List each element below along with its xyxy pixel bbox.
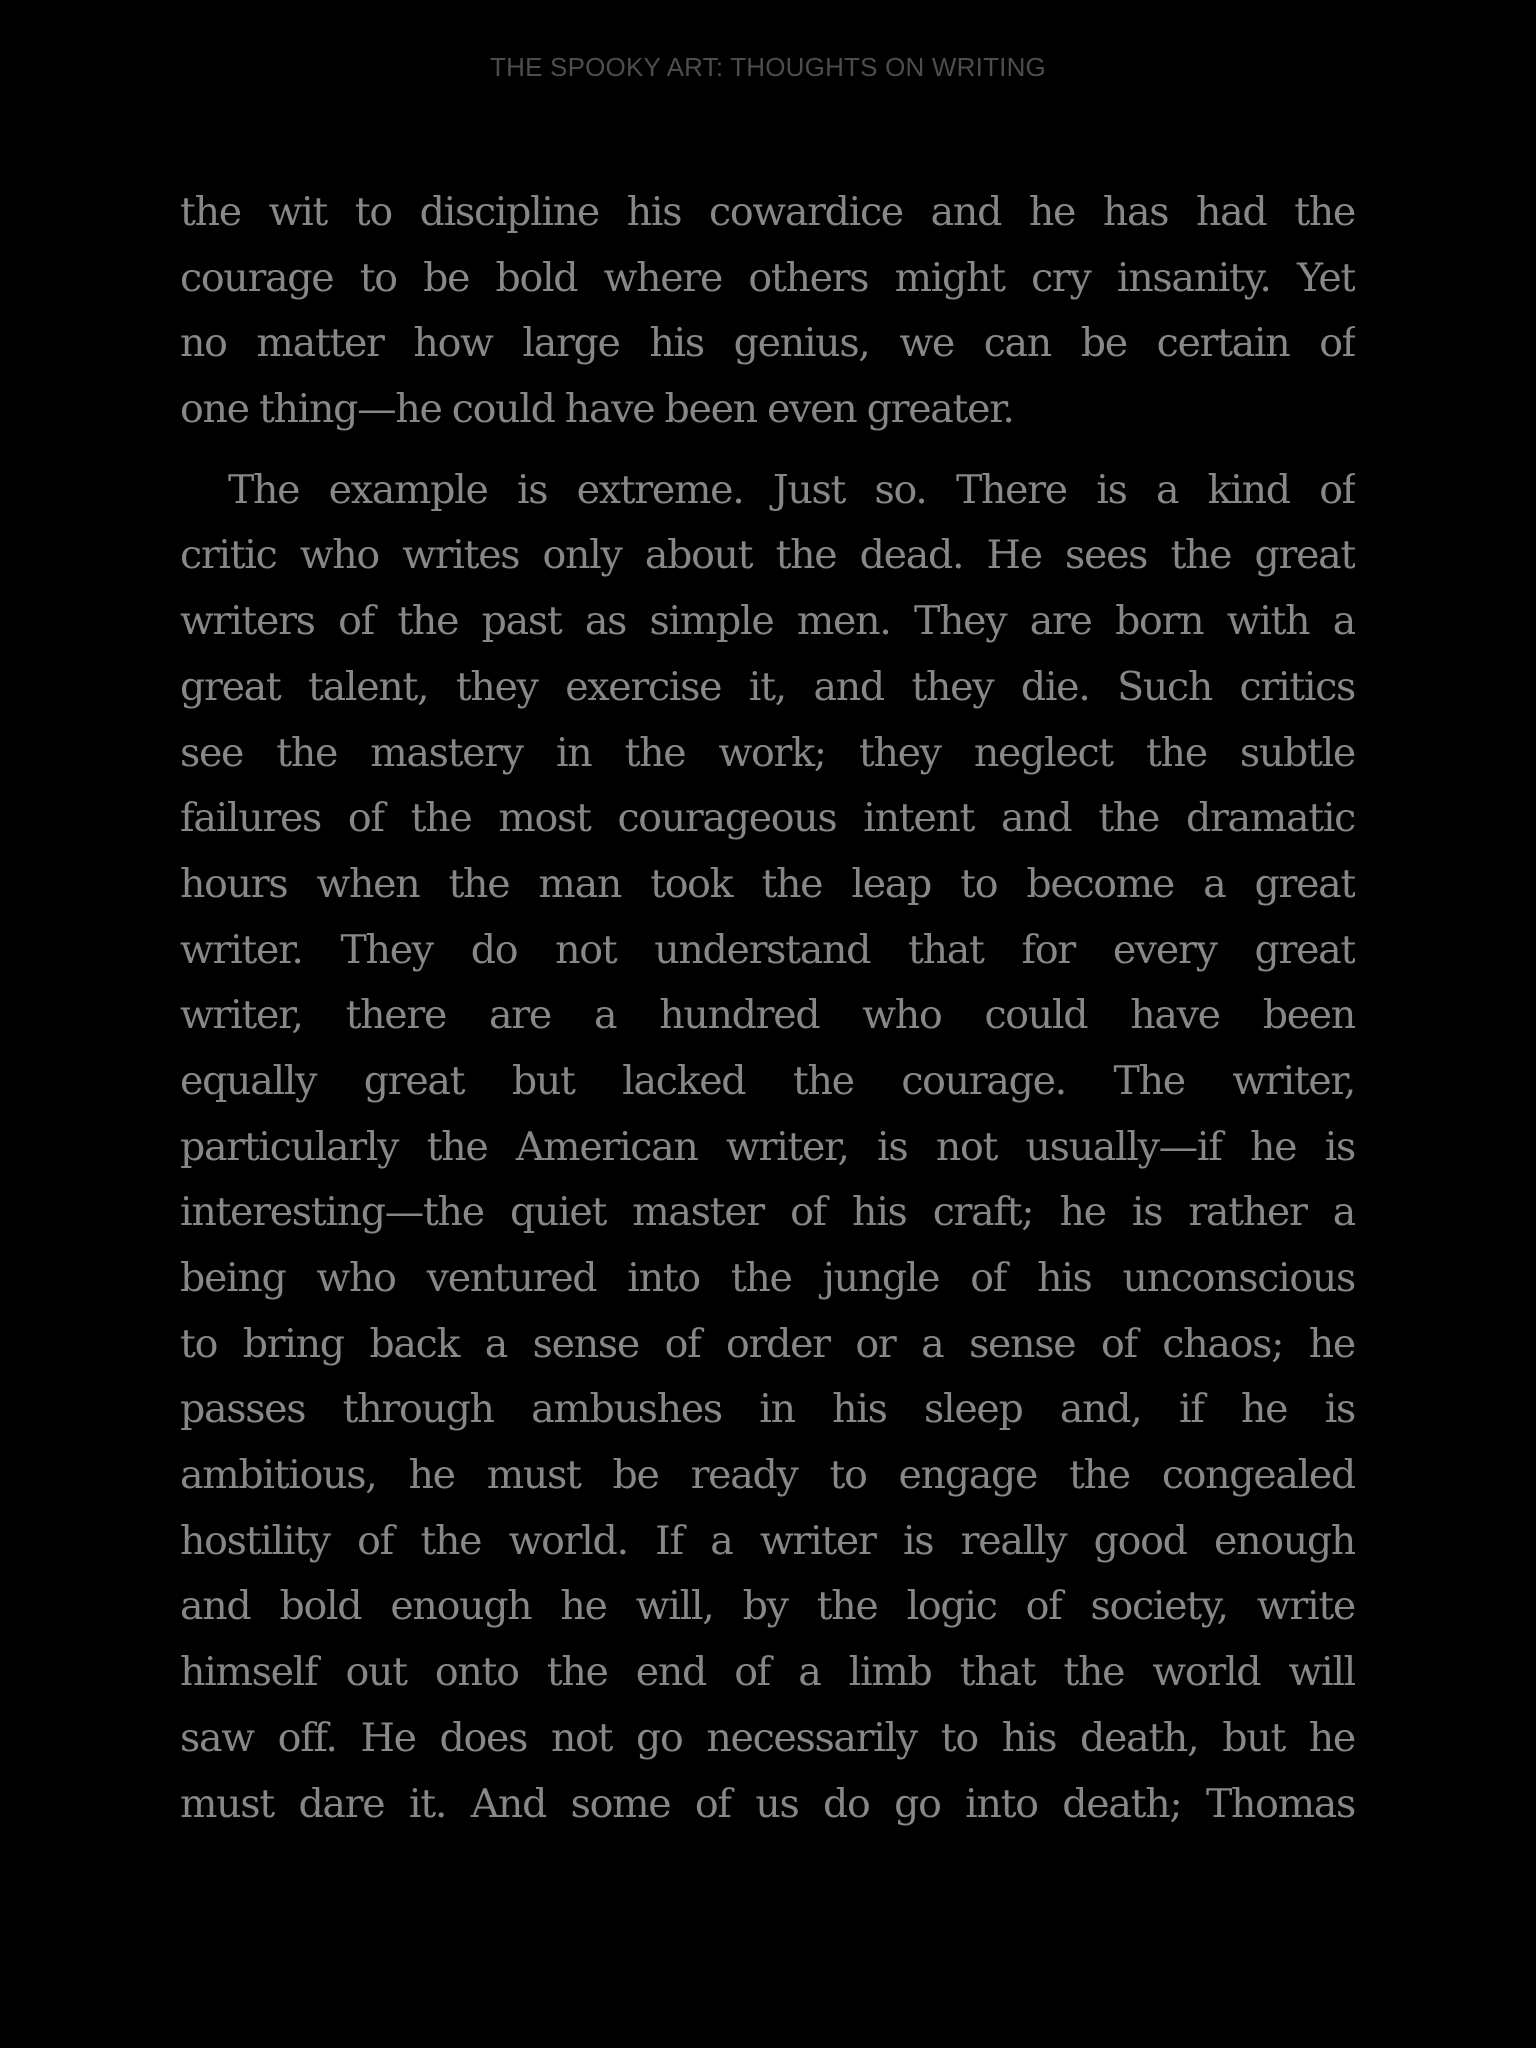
text-line: passes through ambushes in his sleep and, if he is — [180, 1386, 1355, 1433]
text-line: great talent, they exercise it, and they die. Such critics — [180, 663, 1355, 710]
paragraph-continued — [180, 180, 1355, 443]
text-line: ambitious, he must be ready to engage the congealed — [180, 1452, 1355, 1499]
text-line: The example is extreme. Just so. There is a kind of — [228, 466, 1355, 513]
text-line: no matter how large his genius, we can be certain of — [180, 320, 1355, 367]
text-line: hostility of the world. If a writer is really good enough — [180, 1517, 1355, 1564]
running-head: THE SPOOKY ART: THOUGHTS ON WRITING — [490, 52, 1046, 82]
text-line: to bring back a sense of order or a sense of chaos; he — [180, 1320, 1355, 1367]
text-line: the wit to discipline his cowardice and he has had the — [180, 189, 1355, 235]
text-line: must dare it. And some of us do go into death; Thomas — [180, 1780, 1355, 1827]
text-line: and bold enough he will, by the logic of society, write — [180, 1583, 1355, 1630]
text-line: interesting—the quiet master of his craft; he is rather a — [180, 1189, 1355, 1236]
text-line: courage to be bold where others might cry insanity. Yet — [180, 254, 1355, 301]
text-line: being who ventured into the jungle of his unconscious — [180, 1255, 1355, 1301]
text-line: saw off. He does not go necessarily to his death, but he — [180, 1714, 1355, 1761]
text-line: one thing—he could have been even greater. — [180, 386, 1014, 433]
text-line: failures of the most courageous intent and the dramatic — [180, 795, 1355, 842]
text-line: writers of the past as simple men. They are born with a — [180, 598, 1355, 645]
text-line: see the mastery in the work; they neglect the subtle — [180, 729, 1355, 776]
text-line: writer, there are a hundred who could have been — [180, 992, 1355, 1039]
text-line: equally great but lacked the courage. The writer, — [180, 1057, 1355, 1104]
text-line: himself out onto the end of a limb that the world will — [180, 1649, 1355, 1696]
paragraph — [180, 458, 1355, 1837]
text-line: writer. They do not understand that for every great — [180, 926, 1355, 973]
page-body — [180, 180, 1355, 1852]
text-line: particularly the American writer, is not usually—if he is — [180, 1123, 1355, 1170]
text-line: critic who writes only about the dead. He sees the great — [180, 532, 1355, 579]
text-line: hours when the man took the leap to become a great — [180, 860, 1355, 907]
